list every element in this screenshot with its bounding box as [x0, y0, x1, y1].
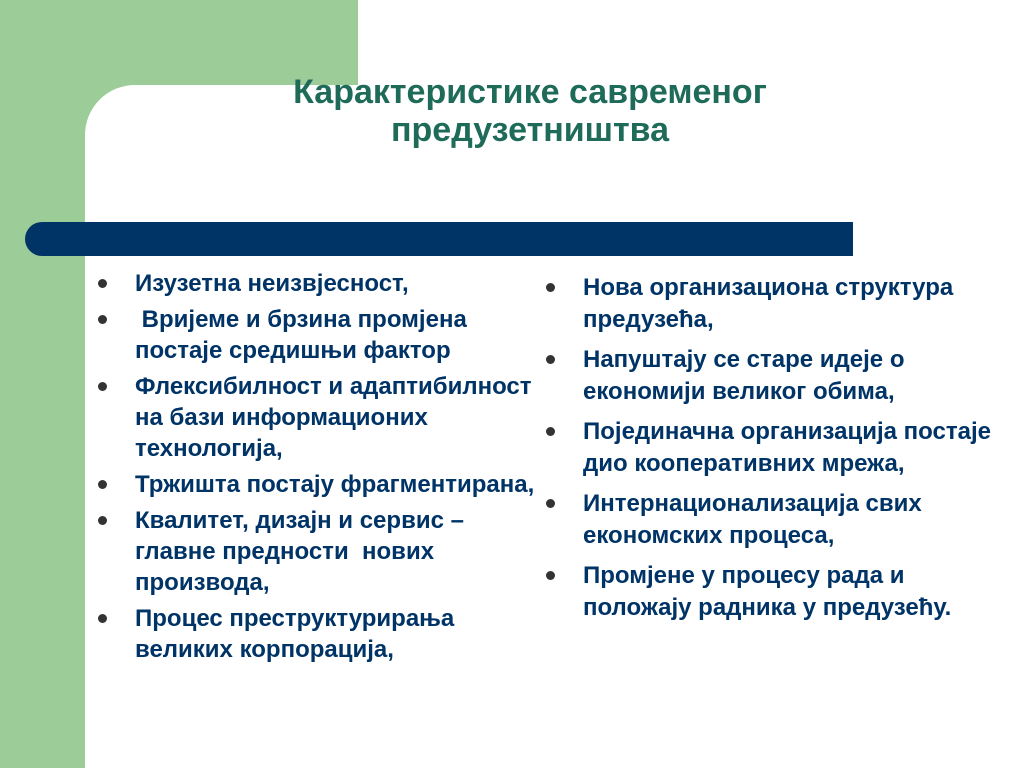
- slide-title-line-2: предузетништва: [390, 111, 670, 149]
- bullet-icon: [546, 571, 555, 580]
- bullet-icon: [546, 283, 555, 292]
- list-item: [95, 469, 535, 500]
- bullet-icon: [98, 279, 107, 288]
- bullet-icon: [546, 499, 555, 508]
- list-item: [95, 268, 535, 299]
- list-item-text: Квалитет, дизајн и сервис – главне предности нових производа,: [135, 507, 471, 596]
- list-item: [543, 488, 1013, 552]
- bullet-icon: [98, 315, 107, 324]
- list-item-text: Интернационализација свих економских процеса,: [583, 490, 922, 549]
- list-item-text: Напуштају се старе идеје о економији великог обима,: [583, 346, 905, 405]
- list-item: [543, 416, 1013, 480]
- list-item: [543, 344, 1013, 408]
- bullet-icon: [546, 355, 555, 364]
- list-item: [95, 371, 535, 464]
- left-bullet-list: [95, 268, 535, 670]
- right-bullet-list: [543, 272, 1013, 632]
- list-item: [95, 603, 535, 665]
- list-item-text: Тржишта постају фрагментирана,: [135, 471, 535, 498]
- slide-title: [215, 73, 845, 149]
- list-item-text: Нова организациона структура предузећа,: [583, 274, 954, 333]
- bullet-icon: [98, 382, 107, 391]
- list-item: [543, 272, 1013, 336]
- list-item: [95, 505, 535, 598]
- bullet-icon: [98, 516, 107, 525]
- list-item-text: Промјене у процесу рада и положају радника у предузећу.: [583, 562, 952, 621]
- list-item: [543, 560, 1013, 624]
- bullet-icon: [98, 614, 107, 623]
- slide-title-line-1: Карактеристике савременог: [293, 73, 767, 111]
- bullet-icon: [546, 427, 555, 436]
- list-item-text: Вријеме и брзина промјена постаје средишњи фактор: [135, 306, 474, 364]
- list-item: [95, 304, 535, 366]
- list-item-text: Флексибилност и адаптибилност на бази информационих технологија,: [135, 373, 532, 462]
- list-item-text: Изузетна неизвјесност,: [135, 270, 409, 297]
- list-item-text: Појединачна организација постаје дио кооперативних мрежа,: [583, 418, 991, 477]
- title-underline-bar: [25, 222, 853, 256]
- list-item-text: Процес преструктурирања великих корпорација,: [135, 605, 455, 663]
- bullet-icon: [98, 480, 107, 489]
